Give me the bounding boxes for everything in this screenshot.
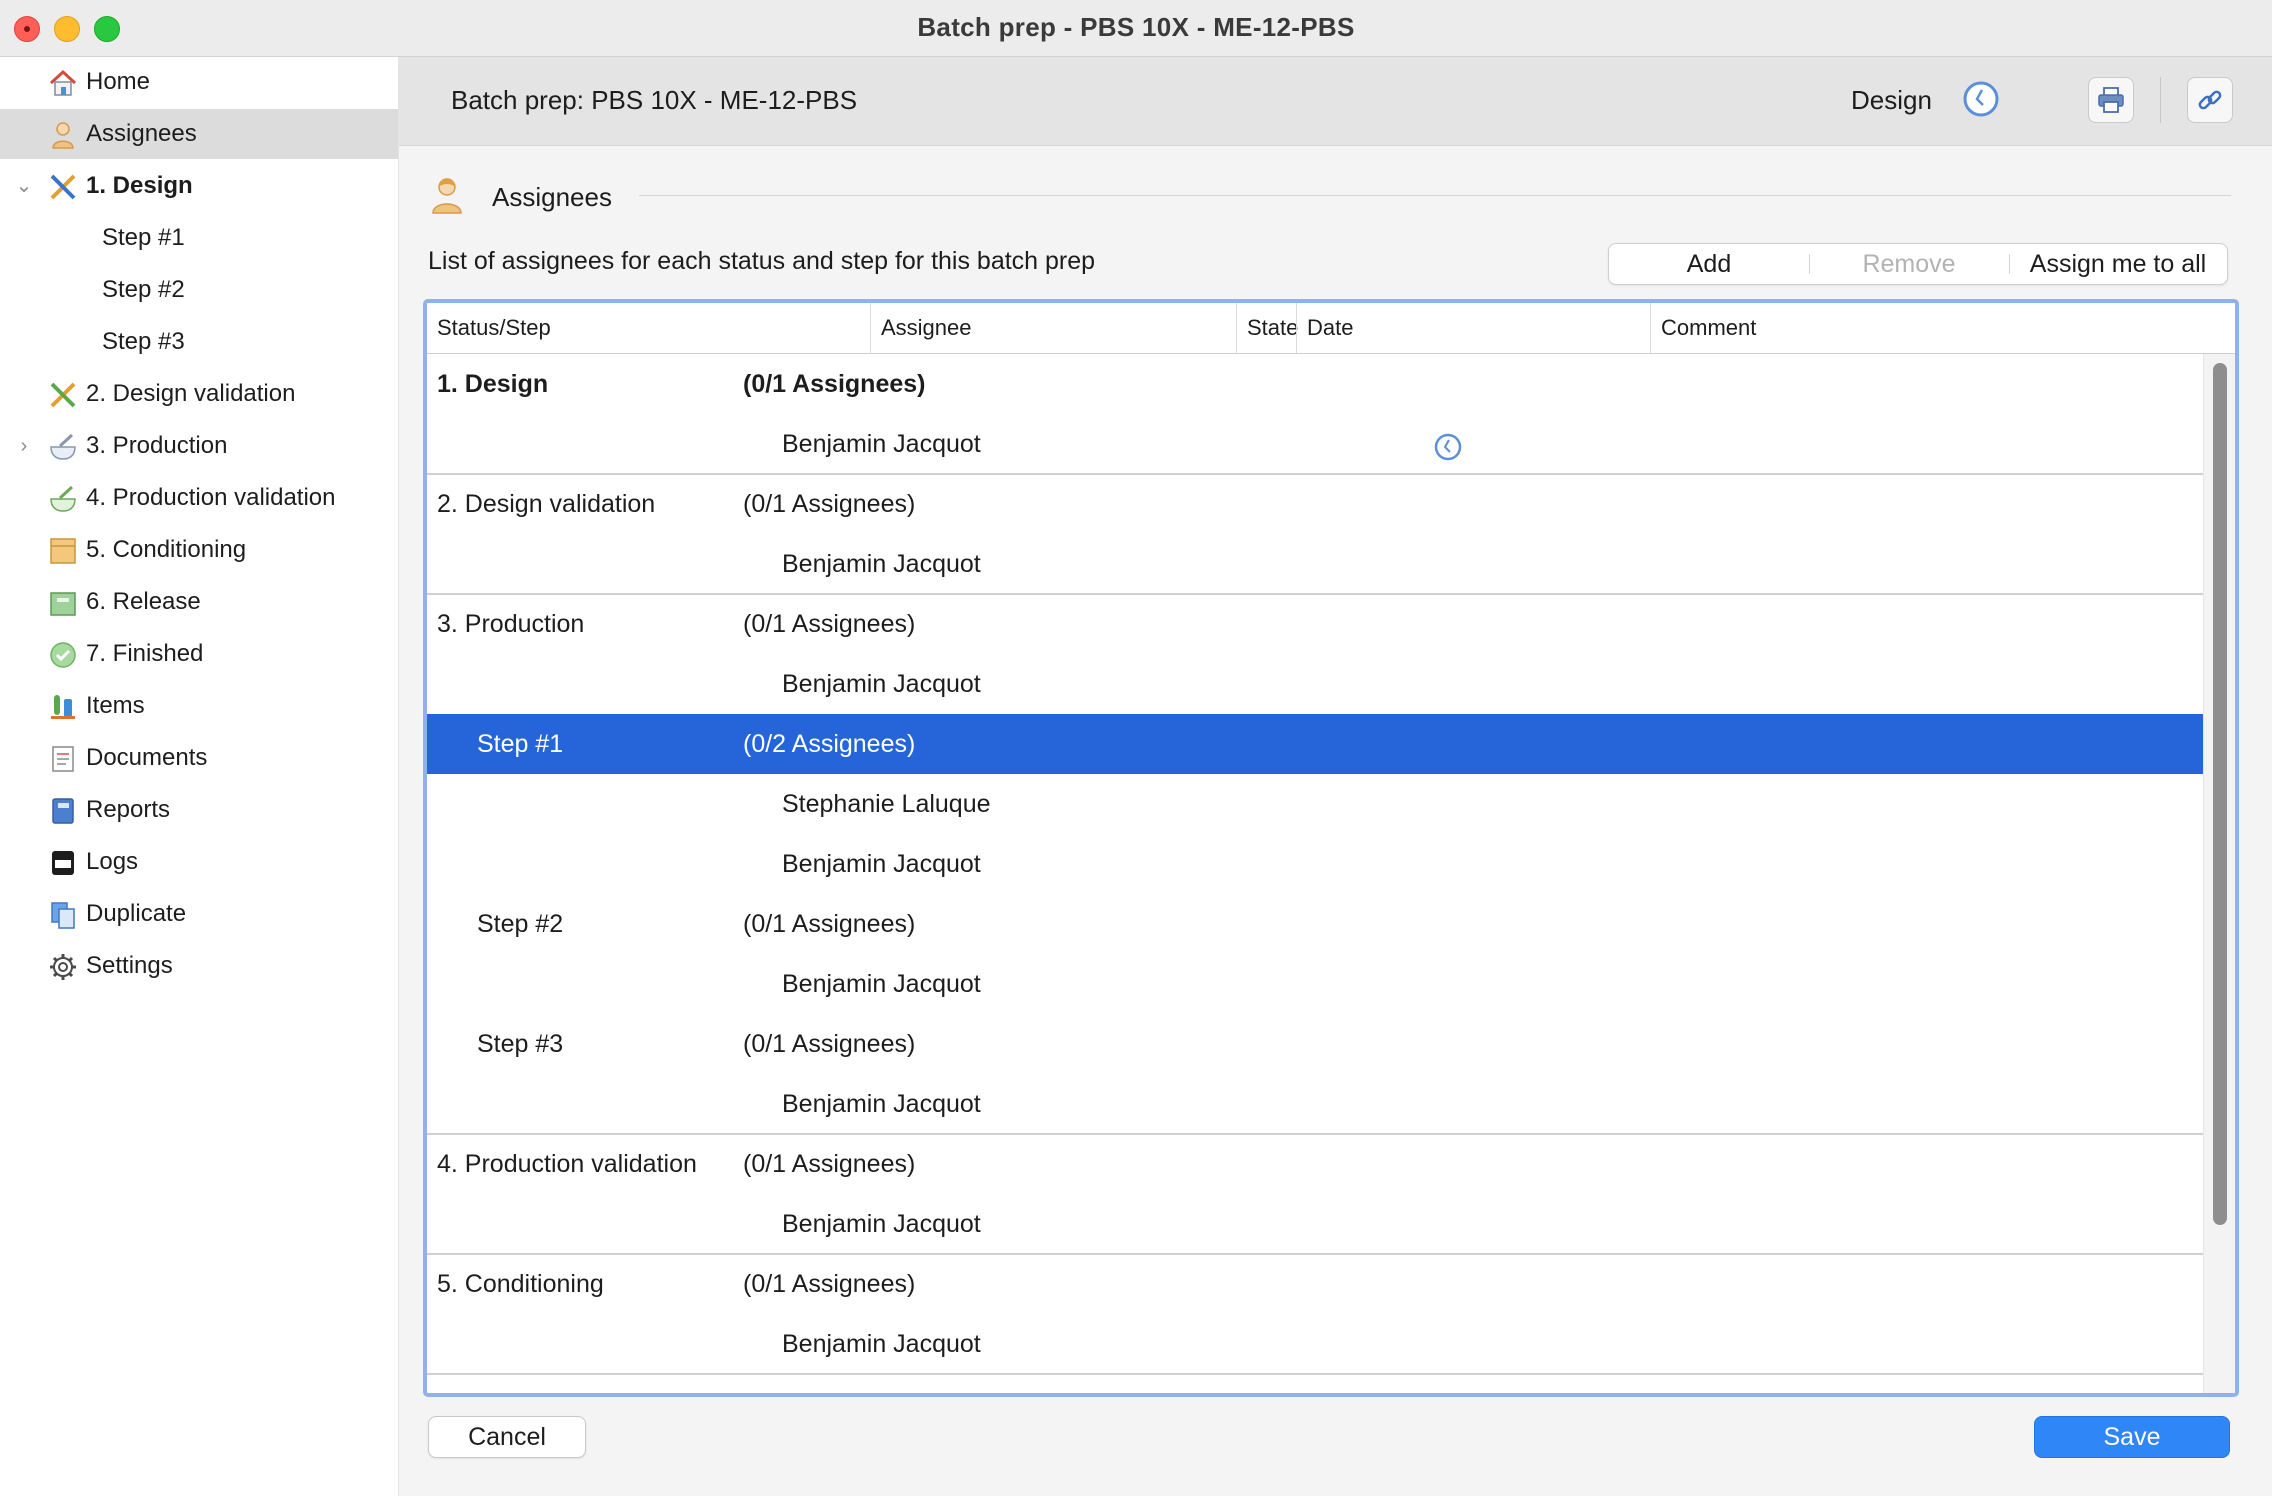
table-row[interactable] [427,894,2203,954]
assignee-cell: Benjamin Jacquot [782,1210,981,1238]
sidebar-item-label: Home [86,68,151,95]
sidebar-item-label: Reports [86,796,171,823]
clock-icon [1961,79,2001,119]
add-button[interactable]: Add [1686,250,1732,278]
reports-book-icon [48,796,78,826]
release-icon [48,588,78,618]
clock-icon [1433,432,1463,462]
table-row[interactable] [427,654,2203,714]
table-row[interactable] [427,1254,2203,1314]
conditioning-box-icon [48,536,78,566]
status-step-cell: Step #1 [477,730,564,758]
sidebar-item-logs[interactable] [0,837,398,887]
assignee-cell: Benjamin Jacquot [782,550,981,578]
sidebar-item-production[interactable] [0,421,398,471]
column-header-comment[interactable]: Comment [1650,303,2203,353]
sidebar-item-label: 6. Release [86,588,201,615]
table-row[interactable] [427,1074,2203,1134]
assignee-icon [429,175,465,215]
save-button[interactable]: Save [2034,1416,2230,1458]
sidebar-item-step-3[interactable] [0,317,398,367]
sidebar-item-label: Step #2 [102,276,185,303]
sidebar-item-label: Step #1 [102,224,185,251]
chevron-right-icon[interactable]: › [20,435,28,457]
status-step-cell: 1. Design [437,370,549,398]
assignee-cell: (0/1 Assignees) [743,1150,916,1178]
logs-icon [48,848,78,878]
printer-icon [2097,86,2125,114]
sidebar-item-production-validation[interactable] [0,473,398,523]
cancel-button[interactable]: Cancel [428,1416,586,1458]
sidebar-item-documents[interactable] [0,733,398,783]
finished-check-icon [48,640,78,670]
chevron-down-icon[interactable]: ⌄ [15,175,33,197]
table-row[interactable] [427,354,2203,414]
production-validation-icon [48,484,78,514]
sidebar-item-assignees[interactable] [0,109,398,159]
column-header-status-step[interactable]: Status/Step [437,315,551,340]
sidebar-item-label: 2. Design validation [86,380,296,407]
link-button[interactable] [2187,77,2233,123]
sidebar-item-label: Settings [86,952,173,979]
window-title: Batch prep - PBS 10X - ME-12-PBS [917,12,1355,42]
assignee-cell: (0/1 Assignees) [743,910,916,938]
status-label: Design [1851,85,1932,115]
sidebar-item-step-2[interactable] [0,265,398,315]
status-step-cell: Step #3 [477,1030,564,1058]
sidebar-item-label: Documents [86,744,208,771]
assignee-cell: Benjamin Jacquot [782,850,981,878]
production-icon [48,432,78,462]
sidebar-item-duplicate[interactable] [0,889,398,939]
assignee-cell: (0/1 Assignees) [743,1270,916,1298]
sidebar-item-design[interactable] [0,161,398,211]
table-row[interactable] [427,834,2203,894]
status-step-cell: 4. Production validation [437,1150,697,1178]
home-icon [48,68,78,98]
sidebar-item-label: Duplicate [86,900,187,927]
status-step-cell: 3. Production [437,610,585,638]
sidebar-item-label: Logs [86,848,139,875]
sidebar-item-conditioning[interactable] [0,525,398,575]
print-button[interactable] [2088,77,2134,123]
status-step-cell: 5. Conditioning [437,1270,604,1298]
link-icon [2196,86,2224,114]
table-row[interactable] [427,1134,2203,1194]
assign-me-to-all-button[interactable]: Assign me to all [2009,244,2227,284]
assignee-cell: Benjamin Jacquot [782,1330,981,1358]
assignee-cell: (0/1 Assignees) [743,370,926,398]
assignee-actions [1608,243,2228,285]
assignee-cell: Benjamin Jacquot [782,970,981,998]
main-panel [399,57,2272,1496]
sidebar-item-label: 7. Finished [86,640,204,667]
assignee-cell: Benjamin Jacquot [782,430,981,458]
sidebar-item-label: 3. Production [86,432,228,459]
table-row[interactable] [427,1014,2203,1074]
assignee-cell: (0/1 Assignees) [743,610,916,638]
sidebar-item-finished[interactable] [0,629,398,679]
scrollbar-thumb[interactable] [2213,363,2227,1225]
design-validation-icon [48,380,78,410]
table-row[interactable] [427,1314,2203,1374]
column-header-state[interactable]: State [1236,303,1296,353]
duplicate-icon [48,900,78,930]
design-tools-icon [48,172,78,202]
column-header-assignee[interactable]: Assignee [870,303,1236,353]
gear-icon [48,952,78,982]
items-flask-icon [48,692,78,722]
main-header [399,57,2272,146]
table-row[interactable] [427,594,2203,654]
status-step-cell: 2. Design validation [437,490,656,518]
assignee-cell: Benjamin Jacquot [782,1090,981,1118]
table-body [427,354,2203,1393]
documents-icon [48,744,78,774]
column-header-date[interactable]: Date [1296,303,1650,353]
sidebar-item-reports[interactable] [0,785,398,835]
table-row[interactable] [427,534,2203,594]
section-divider [639,195,2231,196]
table-row-selected[interactable] [427,714,2203,774]
sidebar-item-label: Items [86,692,145,719]
sidebar-item-items[interactable] [0,681,398,731]
sidebar [0,57,399,1496]
assignee-cell: (0/1 Assignees) [743,1030,916,1058]
section-description: List of assignees for each status and step for this batch prep [428,247,1096,275]
page-title: Batch prep: PBS 10X - ME-12-PBS [451,85,858,115]
sidebar-item-label: Assignees [86,120,197,147]
table-row[interactable] [427,414,2203,474]
table-row[interactable] [427,1194,2203,1254]
table-header [427,303,2235,354]
assignee-cell: Benjamin Jacquot [782,670,981,698]
sidebar-item-home[interactable] [0,57,398,107]
sidebar-item-step-1[interactable] [0,213,398,263]
section-title: Assignees [492,182,612,212]
assignee-cell: Stephanie Laluque [782,790,991,818]
sidebar-item-design-validation[interactable] [0,369,398,419]
assignee-cell: (0/2 Assignees) [743,730,916,758]
assignees-table [423,299,2239,1397]
assignee-icon [48,120,78,150]
table-row[interactable] [427,954,2203,1014]
sidebar-item-settings[interactable] [0,941,398,991]
toolbar-divider [2160,77,2161,123]
table-row[interactable] [427,474,2203,534]
sidebar-item-label: 5. Conditioning [86,536,247,563]
group-separator [427,1373,2203,1375]
remove-button[interactable]: Remove [1809,244,2009,284]
sidebar-item-label: 4. Production validation [86,484,336,511]
status-step-cell: Step #2 [477,910,564,938]
sidebar-item-label: Step #3 [102,328,185,355]
sidebar-item-label: 1. Design [86,172,193,199]
assignee-cell: (0/1 Assignees) [743,490,916,518]
table-row[interactable] [427,774,2203,834]
sidebar-item-release[interactable] [0,577,398,627]
title-bar [0,0,2272,57]
